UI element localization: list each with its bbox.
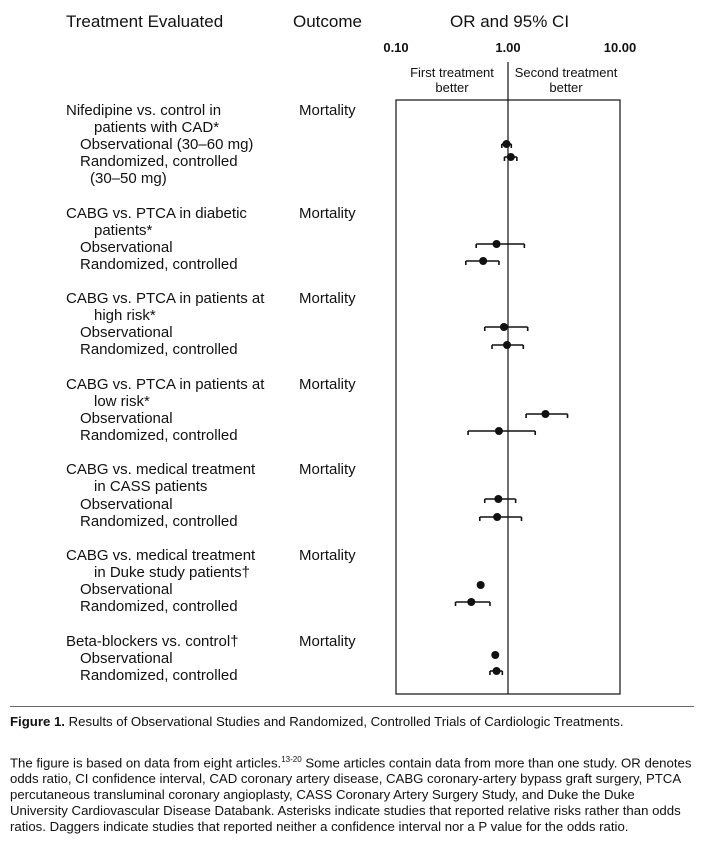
group-title-line: Nifedipine vs. control in xyxy=(66,102,222,119)
group-title-line: CABG vs. medical treatment xyxy=(66,547,256,564)
row-label: Randomized, controlled xyxy=(80,513,238,530)
note-rest: Some articles contain data from more than one study. OR denotes odds ratio, CI confidence interval, CAD coronary artery disease, CABG coronary-artery bypass graft surgery, PTCA percutaneous transluminal coronary angioplasty, CASS Coronary Artery Surgery Study, and Duke the Duke University Cardiovascular Disease Databank. Asterisks indicate studies that reported relative risks rather than odds ratios. Daggers indicate studies that reported neither a confidence interval nor a P value for the odds ratio. xyxy=(10,755,692,835)
row-label: Observational xyxy=(80,324,173,341)
figure-note xyxy=(10,752,694,835)
point-estimate xyxy=(479,257,487,265)
point-estimate xyxy=(467,598,475,606)
figure-title: Results of Observational Studies and Randomized, Controlled Trials of Cardiologic Treatments. xyxy=(64,714,624,729)
point-estimate xyxy=(494,495,502,503)
group-title-cont: low risk* xyxy=(94,393,150,410)
first-better-line1: First treatment xyxy=(410,65,494,80)
group-title-line: CABG vs. PTCA in diabetic xyxy=(66,205,247,222)
outcome-label: Mortality xyxy=(299,633,356,650)
point-estimate xyxy=(493,513,501,521)
outcome-label: Mortality xyxy=(299,376,356,393)
row-label: Randomized, controlled xyxy=(80,341,238,358)
header-treatment: Treatment Evaluated xyxy=(66,12,224,31)
group-title-cont: high risk* xyxy=(94,307,156,324)
outcome-label: Mortality xyxy=(299,205,356,222)
point-estimate xyxy=(507,153,515,161)
group-title-cont: in CASS patients xyxy=(94,478,208,495)
row-label: Randomized, controlled xyxy=(80,667,238,684)
point-estimate xyxy=(493,667,501,675)
tick-label-high: 10.00 xyxy=(603,40,637,55)
first-better-line2: better xyxy=(435,80,469,95)
second-better-line1: Second treatment xyxy=(514,65,618,80)
header-outcome: Outcome xyxy=(293,12,362,31)
point-estimate xyxy=(503,140,511,148)
point-estimate xyxy=(541,410,549,418)
group-title-line: CABG vs. medical treatment xyxy=(66,461,256,478)
header-effect: OR and 95% CI xyxy=(450,12,570,31)
row-label-main: Randomized, controlled xyxy=(80,153,238,170)
row-label: Observational xyxy=(80,496,173,513)
row-label-sub: (30–50 mg) xyxy=(90,170,167,187)
outcome-label: Mortality xyxy=(299,547,356,564)
figure-label: Figure 1. xyxy=(10,714,65,729)
row-label: Randomized, controlled xyxy=(80,256,238,273)
caption-divider xyxy=(10,706,694,707)
point-estimate xyxy=(477,581,485,589)
second-better-line2: better xyxy=(549,80,583,95)
note-ref: 13-20 xyxy=(281,755,302,764)
row-label: Observational (30–60 mg) xyxy=(80,136,254,153)
group-title-cont: patients* xyxy=(94,222,153,239)
group-title-line: CABG vs. PTCA in patients at xyxy=(66,290,265,307)
row-label: Randomized, controlled xyxy=(80,427,238,444)
row-label: Observational xyxy=(80,410,173,427)
figure-caption xyxy=(10,714,694,730)
tick-label-mid: 1.00 xyxy=(495,40,521,55)
point-estimate xyxy=(500,323,508,331)
point-estimate xyxy=(491,651,499,659)
row-label: Observational xyxy=(80,239,173,256)
row-label: Observational xyxy=(80,581,173,598)
outcome-label: Mortality xyxy=(299,290,356,307)
tick-label-low: 0.10 xyxy=(383,40,409,55)
row-label: Randomized, controlled xyxy=(80,598,238,615)
outcome-label: Mortality xyxy=(299,461,356,478)
point-estimate xyxy=(503,341,511,349)
point-estimate xyxy=(493,240,501,248)
group-title-line: CABG vs. PTCA in patients at xyxy=(66,376,265,393)
point-estimate xyxy=(495,427,503,435)
note-start: The figure is based on data from eight articles. xyxy=(10,755,282,771)
group-title-cont: in Duke study patients† xyxy=(94,564,250,581)
group-title-line: Beta-blockers vs. control† xyxy=(66,633,239,650)
group-title-cont: patients with CAD* xyxy=(94,119,220,136)
row-label: Observational xyxy=(80,650,173,667)
outcome-label: Mortality xyxy=(299,102,356,119)
